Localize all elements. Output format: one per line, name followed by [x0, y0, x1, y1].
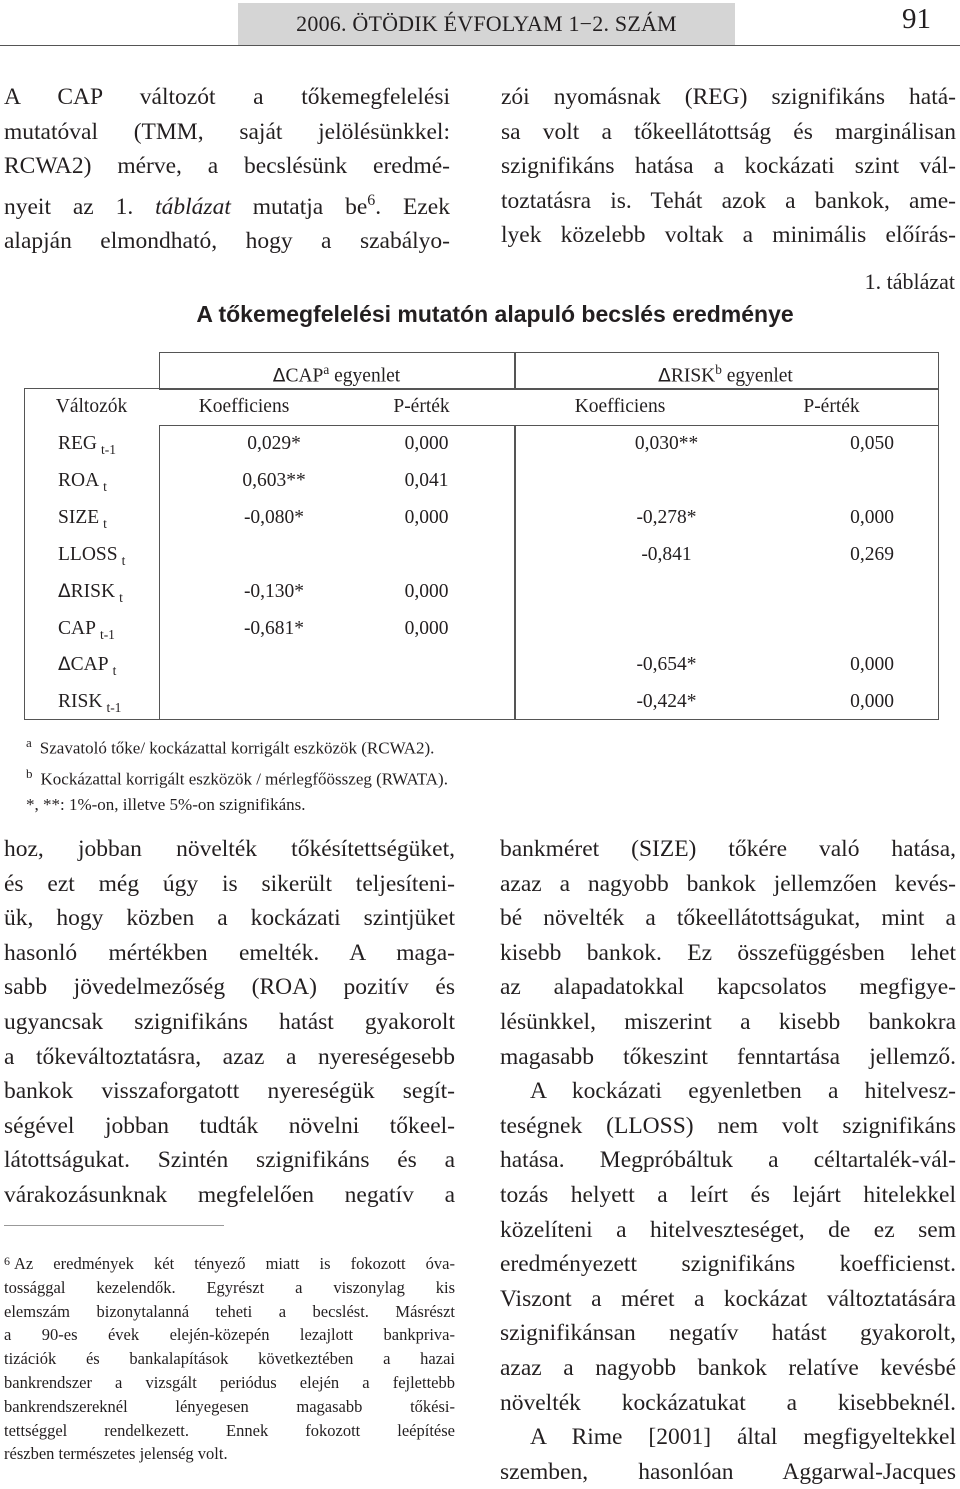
footnote-line: a 90-es évek elején-közepén lezajlott bankpriva-	[4, 1325, 455, 1345]
table-cell: 0,603**	[242, 469, 306, 491]
table-cell: 0,000	[850, 691, 894, 713]
cap-equation-header: ΔCAP$^a$ egyenlet	[272, 362, 401, 387]
text-line: kisebb bankok. Ez összefüggésben lehet	[500, 939, 956, 966]
text-line: várakozásunknak megfelelően negatív a	[4, 1181, 455, 1208]
footnote-line: tettséggel rendelkezett. Ennek fokozott leépítése	[4, 1420, 455, 1440]
text-run: . Ezek	[375, 193, 450, 220]
text-run: nyeit az 1.	[4, 193, 156, 220]
header-rule	[0, 45, 960, 46]
table-note: $^b$ Kockázattal korrigált eszközök / mérlegfőösszeg (RWATA).	[26, 765, 448, 789]
table-note: *, **: 1%-on, illetve 5%-on szignifikáns.	[26, 794, 306, 814]
footnote-line: tossággal kezelendők. Egyrészt a viszonylag kis	[4, 1277, 455, 1297]
variable-label: REG $_{t-1}$	[58, 433, 116, 457]
text-line: közelíteni a hitelveszteséget, de ez sem	[500, 1216, 956, 1243]
text-line: ugyancsak szignifikáns hatást gyakorolt	[4, 1008, 455, 1035]
text-line: ségével jobban tudták növelni tőkeel-	[4, 1112, 455, 1139]
variable-label: ROA $_t$	[58, 469, 107, 494]
table-cell: -0,424*	[636, 691, 697, 713]
text-line: az alapadatokkal kapcsolatos megfigye-	[500, 974, 956, 1001]
column-header-risk-p: P-érték	[803, 396, 860, 417]
variable-label: ΔRISK $_t$	[58, 580, 123, 605]
text-line: szignifikánsan negatív hatást gyakorolt,	[500, 1320, 956, 1347]
table-cell: 0,000	[404, 617, 449, 639]
text-line: A CAP változót a tőkemegfelelési	[4, 84, 450, 110]
variable-label: SIZE $_t$	[58, 506, 107, 531]
table-cell: 0,050	[850, 433, 894, 454]
table-cell: -0,654*	[636, 654, 697, 676]
journal-issue: 2006. ÖTÖDIK ÉVFOLYAM 1−2. SZÁM	[296, 11, 677, 36]
text-line: és ezt még úgy is sikerült teljesíteni-	[4, 870, 455, 897]
text-line: mutatóval (TMM, saját jelölésünkkel:	[4, 118, 450, 145]
text-line: sabb jövedelmezőség (ROA) pozitív és	[4, 974, 455, 1001]
footnote-rule	[4, 1225, 224, 1226]
column-header-risk-coef: Koefficiens	[574, 396, 666, 417]
footnote-line: részben természetes jelenség volt.	[4, 1444, 228, 1464]
text-line: látottságukat. Szintén szignifikáns és a	[4, 1147, 455, 1174]
table-cell: 0,000	[404, 506, 449, 528]
text-line: A kockázati egyenletben a hitelvesz-	[530, 1078, 956, 1105]
table-notes	[26, 730, 448, 817]
table-cell: -0,841	[641, 543, 692, 565]
running-header	[238, 3, 735, 45]
body-bottom-right-column	[500, 832, 956, 1489]
table-cell: 0,030**	[634, 433, 699, 454]
table-cell: -0,681*	[243, 617, 305, 639]
table-cell: -0,080*	[243, 506, 305, 528]
table-cell: 0,029*	[247, 433, 301, 454]
column-header-cap-coef: Koefficiens	[198, 396, 290, 417]
footnote-line: bankrendszereknél lényegesen magasabb tőkési-	[4, 1396, 455, 1416]
footnote	[4, 1250, 455, 1466]
table-number: 1. táblázat	[864, 269, 955, 294]
text-line: alapján elmondható, hogy a szabályo-	[4, 228, 450, 255]
table-title: A tőkemegfelelési mutatón alapuló becslés eredménye	[196, 301, 794, 327]
text-line: teségnek (LLOSS) nem volt szignifikáns	[500, 1112, 956, 1139]
variable-label: RISK $_{t-1}$	[58, 691, 122, 716]
text-line: eredményezett szignifikáns koefficienst.	[500, 1251, 956, 1278]
text-line: hasonló mértékben emelték. A maga-	[4, 939, 455, 966]
body-bottom-left-column	[4, 832, 455, 1213]
risk-equation-header: ΔRISK$^b$ egyenlet	[658, 362, 793, 387]
table-cell: 0,269	[850, 543, 894, 565]
footnote-line: $^6$ Az eredmények két tényező miatt is fokozott óva-	[4, 1254, 455, 1273]
text-line: bankok visszaforgatott nyereségük segít-	[4, 1078, 455, 1105]
footnote-marker: 6	[367, 191, 376, 209]
body-top-left-column	[4, 80, 450, 259]
table-cell: 0,041	[404, 469, 449, 491]
page-number: 91	[902, 3, 931, 35]
text-line: sa volt a tőkeellátottság és marginálisan	[501, 118, 956, 145]
text-line: zói nyomásnak (REG) szignifikáns hatá-	[501, 84, 956, 110]
column-header-variables: Változók	[55, 396, 128, 417]
text-line: lésünkkel, miszerint a kisebb bankokra	[500, 1008, 956, 1035]
variable-label: LLOSS $_t$	[58, 543, 126, 568]
footnote-line: tizációk és bankalapítások következtében a hazai	[4, 1349, 455, 1369]
table-note: $^a$ Szavatoló tőke/ kockázattal korrigált eszközök (RCWA2).	[26, 735, 435, 758]
text-line: magasabb tőkeszint fenntartása jellemző.	[500, 1043, 956, 1070]
text-line: ük, hogy közben a kockázati szintjüket	[4, 905, 455, 932]
text-line: bé növelték a tőkeellátottságukat, mint a	[500, 905, 956, 932]
table-cell: 0,000	[404, 433, 449, 454]
column-header-cap-p: P-érték	[393, 396, 450, 417]
results-table	[24, 352, 937, 718]
text-line: A Rime [2001] által megfigyeltekkel	[530, 1424, 956, 1451]
text-line: lyek közelebb voltak a minimális előírás-	[501, 222, 956, 249]
text-line: a tőkeváltoztatásra, azaz a nyereségesebb	[4, 1043, 455, 1070]
table-reference: táblázat	[155, 193, 231, 220]
text-line: azaz a nagyobb bankok relatíve kevésbé	[500, 1354, 956, 1381]
footnote-line: bankrendszer a vizsgált periódus elején a fejlettebb	[4, 1372, 455, 1392]
text-line: hoz, jobban növelték tőkésítettségüket,	[4, 836, 455, 862]
text-line: RCWA2) mérve, a becslésünk eredmé-	[4, 153, 450, 180]
table-cell: 0,000	[850, 506, 894, 528]
text-line: azaz a nagyobb bankok jellemzően kevés-	[500, 870, 956, 897]
text-line: toztatásra is. Tehát azok a bankok, ame-	[501, 187, 956, 214]
variable-label: CAP $_{t-1}$	[58, 617, 115, 642]
table-cell: 0,000	[404, 580, 449, 602]
text-line: Viszont a méret a kockázat változtatására	[500, 1285, 956, 1312]
table-cell: 0,000	[850, 654, 894, 676]
text-line	[4, 184, 450, 224]
footnote-line: elemszám bizonytalanná teheti a becslést. Másrészt	[4, 1301, 455, 1321]
table-cell: -0,130*	[243, 580, 305, 602]
text-run: mutatja be	[230, 193, 368, 220]
text-line: hatása. Megpróbáltuk a céltartalék-vál-	[500, 1147, 956, 1174]
text-line: tozás helyett a leírt és lejárt hitelekkel	[500, 1181, 956, 1208]
footnote-number: 6	[4, 1254, 10, 1268]
variable-label: ΔCAP $_t$	[58, 654, 117, 679]
body-top-right-column	[501, 80, 956, 253]
text-line: szignifikáns hatása a kockázati szint vál-	[501, 153, 956, 180]
text-line: bankméret (SIZE) tőkére való hatása,	[500, 836, 956, 862]
table-cell: -0,278*	[636, 506, 697, 528]
text-line: szemben, hasonlóan Aggarwal-Jacques	[500, 1458, 956, 1485]
text-line: növelték kockázatukat a kisebbeknél.	[500, 1389, 956, 1416]
